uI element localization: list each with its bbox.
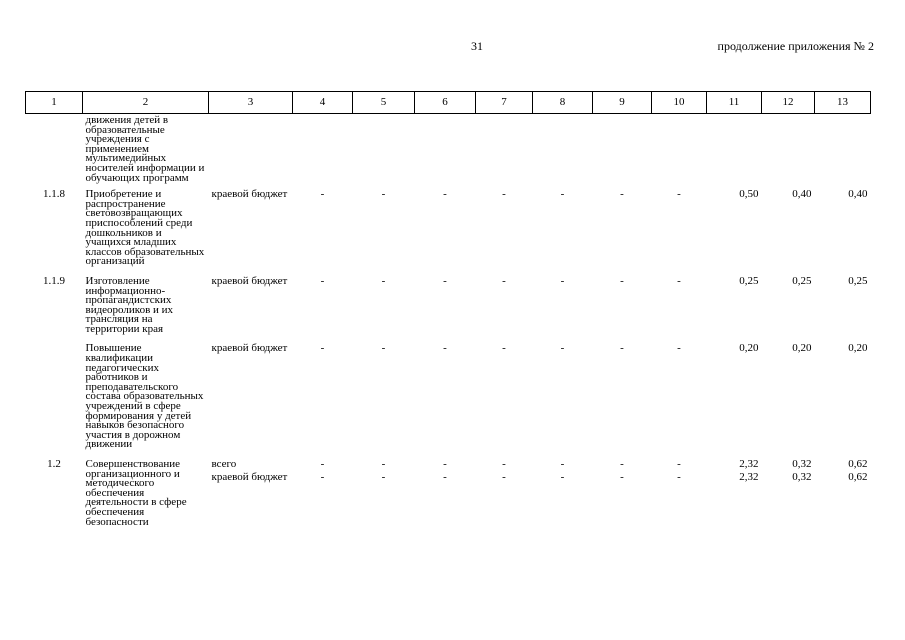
dash-cell [415, 275, 476, 343]
appendix-label: продолжение приложения № 2 [717, 39, 874, 53]
dash-cell [293, 188, 353, 275]
dash-cell [593, 458, 652, 535]
column-header: 8 [533, 92, 593, 114]
value-text: 2,32 [739, 458, 759, 470]
value-cell [707, 458, 762, 535]
dash-cell [593, 342, 652, 458]
column-header: 6 [415, 92, 476, 114]
dash-cell [293, 458, 353, 535]
value-text: 0,40 [848, 188, 868, 201]
value-cell [707, 114, 762, 189]
source-label: краевой бюджет [211, 188, 288, 201]
budget-table [25, 91, 871, 535]
dash-mark: - [381, 274, 386, 287]
dash-cell [533, 342, 593, 458]
dash-mark: - [320, 471, 325, 483]
dash-cell [293, 342, 353, 458]
row-name-text: Изготовление информационно-пропагандистских видеороликов и их трансляция на территории края [85, 274, 174, 335]
value-cell [815, 342, 871, 458]
dash-cell [476, 114, 533, 189]
value-text: 0,32 [792, 471, 812, 483]
dash-cell [533, 275, 593, 343]
dash-cell [415, 188, 476, 275]
column-header: 9 [593, 92, 652, 114]
value-cell [762, 458, 815, 535]
column-header: 12 [762, 92, 815, 114]
value-text: 0,32 [792, 458, 812, 470]
row-name [83, 458, 209, 535]
row-source [209, 114, 293, 189]
row-code [26, 458, 83, 535]
dash-cell [353, 114, 415, 189]
row-name [83, 342, 209, 458]
value-text: 0,25 [739, 274, 759, 287]
dash-cell [652, 342, 707, 458]
dash-mark: - [560, 458, 565, 470]
column-header: 11 [707, 92, 762, 114]
row-source [209, 275, 293, 343]
row-source [209, 458, 293, 535]
dash-mark: - [620, 471, 624, 483]
dash-mark: - [502, 342, 506, 355]
dash-mark: - [502, 274, 506, 287]
value-text: 0,20 [848, 342, 868, 355]
dash-cell [353, 275, 415, 343]
dash-mark: - [320, 458, 325, 470]
value-cell [707, 342, 762, 458]
value-text: 0,40 [792, 188, 812, 201]
dash-cell [476, 342, 533, 458]
dash-mark: - [443, 458, 447, 470]
value-cell [815, 275, 871, 343]
value-cell [762, 188, 815, 275]
row-code [26, 275, 83, 343]
dash-cell [533, 188, 593, 275]
dash-mark: - [443, 274, 447, 287]
row-code [26, 188, 83, 275]
source-label: краевой бюджет [211, 342, 288, 355]
row-code [26, 342, 83, 458]
dash-mark: - [677, 471, 681, 483]
dash-mark: - [443, 342, 447, 355]
table-row [26, 342, 871, 458]
dash-mark: - [381, 342, 386, 355]
dash-cell [652, 458, 707, 535]
dash-cell [593, 114, 652, 189]
column-header: 5 [353, 92, 415, 114]
dash-cell [293, 114, 353, 189]
column-header: 13 [815, 92, 871, 114]
dash-cell [593, 275, 652, 343]
column-header: 7 [476, 92, 533, 114]
dash-cell [593, 188, 652, 275]
dash-cell [533, 458, 593, 535]
dash-mark: - [677, 188, 681, 201]
table-row [26, 114, 871, 189]
dash-mark: - [560, 274, 565, 287]
dash-mark: - [502, 471, 506, 483]
row-source [209, 188, 293, 275]
dash-cell [652, 275, 707, 343]
value-cell [762, 342, 815, 458]
dash-mark: - [320, 188, 325, 201]
dash-cell [652, 188, 707, 275]
source-label: краевой бюджет [211, 470, 288, 483]
dash-mark: - [620, 458, 624, 470]
table-header-row [26, 92, 871, 114]
dash-mark: - [320, 342, 325, 355]
dash-cell [533, 114, 593, 189]
value-cell [707, 275, 762, 343]
dash-mark: - [381, 471, 386, 483]
column-header: 1 [26, 92, 83, 114]
value-text: 0,20 [739, 342, 759, 355]
row-name-text: Повышение квалификации педагогических работников и преподавательского состава образовательных учреждений в сфере формирования у детей навыков безопасного участия в дорожном движении [85, 342, 204, 451]
value-cell [762, 114, 815, 189]
value-text: 0,62 [848, 458, 868, 470]
dash-mark: - [381, 188, 386, 201]
table-row [26, 188, 871, 275]
value-cell [815, 114, 871, 189]
dash-mark: - [677, 274, 681, 287]
dash-cell [476, 188, 533, 275]
row-name [83, 188, 209, 275]
row-name-text: Приобретение и распространение световозвращающих приспособлений среди дошкольников и учащихся младших классов образовательных организаций [85, 188, 205, 268]
dash-cell [293, 275, 353, 343]
column-header: 3 [209, 92, 293, 114]
dash-mark: - [320, 274, 325, 287]
dash-mark: - [502, 458, 506, 470]
value-text: 0,50 [739, 188, 759, 201]
dash-mark: - [560, 471, 565, 483]
dash-cell [476, 275, 533, 343]
dash-mark: - [443, 188, 447, 201]
value-text: 0,62 [848, 471, 868, 483]
dash-mark: - [560, 342, 565, 355]
dash-cell [353, 188, 415, 275]
table-body [26, 114, 871, 536]
row-name [83, 275, 209, 343]
value-cell [815, 188, 871, 275]
dash-cell [353, 342, 415, 458]
row-name-text: движения детей в образовательные учреждения с применением мультимедийных носителей информации и обучающих программ [85, 114, 205, 184]
dash-cell [476, 458, 533, 535]
dash-mark: - [620, 188, 624, 201]
dash-cell [415, 458, 476, 535]
value-text: 0,25 [792, 274, 812, 287]
value-text: 0,20 [792, 342, 812, 355]
row-code-text: 1.1.8 [43, 188, 65, 201]
column-header: 10 [652, 92, 707, 114]
value-text: 2,32 [739, 471, 759, 483]
value-text: 0,25 [848, 274, 868, 287]
row-code [26, 114, 83, 189]
dash-mark: - [560, 188, 565, 201]
source-label: всего [211, 458, 237, 470]
dash-mark: - [381, 458, 386, 470]
dash-cell [652, 114, 707, 189]
value-cell [762, 275, 815, 343]
dash-cell [415, 342, 476, 458]
dash-cell [353, 458, 415, 535]
column-header: 4 [293, 92, 353, 114]
dash-mark: - [502, 188, 506, 201]
dash-mark: - [677, 342, 681, 355]
column-header: 2 [83, 92, 209, 114]
dash-cell [415, 114, 476, 189]
value-cell [815, 458, 871, 535]
table-row [26, 275, 871, 343]
row-code-text: 1.2 [47, 458, 61, 470]
value-cell [707, 188, 762, 275]
page-number: 31 [471, 39, 483, 53]
row-name-text: Совершенствование организационного и методического обеспечения деятельности в сфере обеспечения безопасности [85, 458, 187, 528]
row-name [83, 114, 209, 189]
table-row [26, 458, 871, 535]
dash-mark: - [620, 342, 624, 355]
source-label: краевой бюджет [211, 274, 288, 287]
row-code-text: 1.1.9 [43, 274, 65, 287]
dash-mark: - [443, 471, 447, 483]
dash-mark: - [620, 274, 624, 287]
row-source [209, 342, 293, 458]
dash-mark: - [677, 458, 681, 470]
